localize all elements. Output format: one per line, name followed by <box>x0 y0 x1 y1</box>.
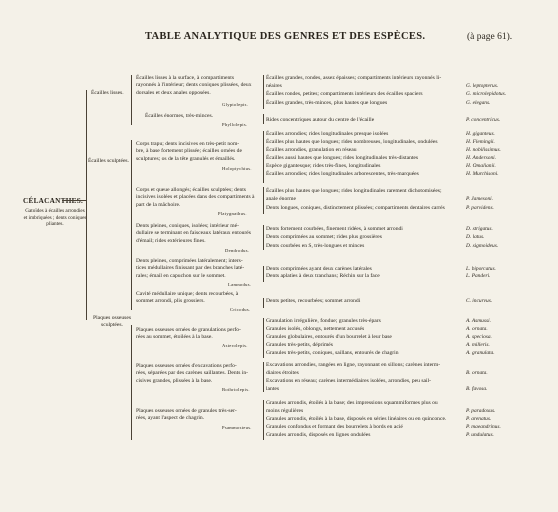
species-row-text: Granules arrondis, étoilés à la base, disposés en séries linéaires ou en quinconce. <box>266 416 447 422</box>
species-row-text: Écailles rondes, petites; compartiments intérieurs des écailles spaciers <box>266 91 423 97</box>
genus-bothriolepis-desc: Plaques osseuses ornées d'excavations perfo- rées, séparées par des carènes saillantes. Dents in- cisives grandes, plissées à la base. <box>136 363 248 384</box>
species-name: G. leptopterus. <box>466 83 499 89</box>
species-row-text: Granules globulaires, entourés d'un bourrelet à leur base <box>266 334 392 340</box>
species-name: P. maeandrinus. <box>466 424 501 430</box>
species-row-text: Écailles arrondies; rides longitudinales arborescentes, très-marquées <box>266 171 419 177</box>
species-name: D. sigmoideus. <box>466 243 499 249</box>
species-name: P. Jamesoni. <box>466 196 493 202</box>
section-ecailles-sculptees: Écailles sculptées. <box>88 158 130 164</box>
section-brace-sculptees <box>131 140 132 310</box>
species-row-text: néaires <box>266 83 282 89</box>
genus-dendrodus-name: Dendrodus. <box>225 248 250 253</box>
species-row-text: Écailles arrondies; rides longitudinales presque isolées <box>266 131 389 137</box>
species-row-text: Excavations en réseau; carènes intermédiaires isolées, arrondies, peu sail- <box>266 378 431 384</box>
species-name: B. ornata. <box>466 370 488 376</box>
species-name: P. arenatus. <box>466 416 492 422</box>
species-row-text: Dents courbées en S, très-longues et minces <box>266 243 365 249</box>
species-name: D. latus. <box>466 234 485 240</box>
species-name: H. Andersoni. <box>466 155 496 161</box>
species-name: H. Murchisoni. <box>466 171 499 177</box>
species-name: A. milleris. <box>466 342 490 348</box>
species-row-text: Excavations arrondies, rangées en ligne, rayonnant en sillons; carènes interm- <box>266 362 441 368</box>
genus-asterolepis-desc: Plaques osseuses ornées de granulations perfo- rées au sommet, étoilées à la base. <box>136 327 241 341</box>
species-row-text: lantes <box>266 386 280 392</box>
section-brace-lisses <box>131 75 132 125</box>
species-row-text: Dents aplaties à deux tranchans; Réchin sur la face <box>266 273 380 279</box>
species-row-text: Espèce gigantesque; rides très-fines, longitudinales <box>266 163 381 169</box>
species-row-text: Dents comprimées ayant deux carènes latérales <box>266 266 372 272</box>
genus-brace <box>263 362 264 392</box>
species-row-text: Écailles plus hautes que longues; rides nombreuses, longitudinales, ondulées <box>266 139 438 145</box>
genus-platygnathus-name: Platygnathus. <box>218 211 247 216</box>
species-name: C. incurvus. <box>466 298 493 304</box>
family-connector <box>62 200 86 201</box>
genus-holoptychius-name: Holoptychius. <box>222 166 252 171</box>
species-row-text: Écailles aussi hautes que longues; rides longitudinales très-distantes <box>266 155 419 161</box>
genus-platygnathus-desc: Corps et queue allongés; écailles sculptées; dents incisives isolées et placées dans des compartiments à part de la mâchoire. <box>136 187 255 208</box>
species-name: L. biporcatus. <box>466 266 496 272</box>
species-row-text: Écailles grandes, très-minces, plus hautes que longues <box>266 100 388 106</box>
genus-lamnodus-name: Lamnodus. <box>228 282 252 287</box>
species-name: L. Panderi. <box>466 273 491 279</box>
species-row-text: Granules très-petits, coniques, saillans, entourés de chagrin <box>266 350 399 356</box>
species-row-text: Granules isolés, oblongs, nettement accusés <box>266 326 365 332</box>
species-row-text: Dents fortement courbées, finement ridées, à sommet arrondi <box>266 226 403 232</box>
species-name: G. elegans. <box>466 100 491 106</box>
species-name: P. parvidens. <box>466 205 494 211</box>
genus-psammosteus-name: Psammosteus. <box>222 425 252 430</box>
genus-phyllolepis-desc: Écailles énormes, très-minces. <box>145 113 214 119</box>
species-row-text: Écailles plus hautes que longues; rides longitudinales rarement dichotomisées; <box>266 188 442 194</box>
genus-brace <box>263 131 264 183</box>
species-row-text: Dents comprimées au sommet; rides plus grossières <box>266 234 382 240</box>
section-brace-plaques <box>131 325 132 440</box>
family-brace <box>86 90 87 320</box>
family-name: CÉLACANTHES. <box>23 197 84 205</box>
genus-bothriolepis-name: Bothriolepis. <box>222 387 250 392</box>
species-name: A. Asmussi. <box>466 318 491 324</box>
species-row-text: Granules très-petits, déprimés <box>266 342 333 348</box>
species-name: D. strigatus. <box>466 226 493 232</box>
species-row-text: Granules arrondis, disposés en lignes ondulées <box>266 432 371 438</box>
page-title: TABLE ANALYTIQUE DES GENRES ET DES ESPÈCES. <box>145 31 426 42</box>
species-name: B. favosa. <box>466 386 488 392</box>
species-name: A. granulata. <box>466 350 495 356</box>
family-description: Gatoïdes à écailles arrondies et imbriquées ; dents coniques pliantes. <box>23 208 87 228</box>
species-row-text: Granulation irrégulière, fondue; granules très-épars <box>266 318 381 324</box>
section-plaques-osseuses: Plaques osseuses sculptées. <box>92 315 132 329</box>
genus-phyllolepis-name: Phyllolepis. <box>222 122 248 127</box>
genus-brace <box>263 298 264 308</box>
species-row-text: Rides concentriques autour du centre de l'écaille <box>266 117 375 123</box>
genus-glyptolepis-desc: Écailles lisses à la surface, à compartiments rayonnés à l'intérieur; dents coniques plissées, deux dorsales et deux anales opposées. <box>136 75 252 96</box>
genus-lamnodus-desc: Dents pleines, comprimées latéralement; inters- tices médullaires finissant par des branches laté- rales; émail en capuchon sur le sommet. <box>136 258 245 279</box>
genus-brace <box>263 400 264 440</box>
genus-cricodus-name: Cricodus. <box>230 307 251 312</box>
genus-brace <box>263 266 264 282</box>
species-name: H. Omalianii. <box>466 163 496 169</box>
species-row-text: Dents petites, recourbées; sommet arrondi <box>266 298 361 304</box>
genus-brace <box>263 114 264 124</box>
genus-brace <box>263 75 264 109</box>
species-row-text: moins régulières <box>266 408 304 414</box>
genus-psammosteus-desc: Plaques osseuses ornées de granules très-ser- rées, ayant l'aspect de chagrin. <box>136 408 237 422</box>
species-row-text: anale énorme <box>266 196 296 202</box>
species-name: H. nobilissimus. <box>466 147 501 153</box>
genus-brace <box>263 187 264 214</box>
species-row-text: Granules confondus et formant des bourrelets à bords en acié <box>266 424 403 430</box>
genus-cricodus-desc: Cavité médullaire unique; dents recourbées, à sommet arrondi, plis grossiers. <box>136 291 239 305</box>
genus-holoptychius-desc: Corps trapu; dents incisives en très-petit nom- bre, à base fortement plissée; écailles ornées de sculptures; os de la tête granulés et émaillés. <box>136 141 242 162</box>
genus-asterolepis-name: Asterolepis. <box>222 343 248 348</box>
species-row-text: Dents longues, coniques, distinctement plissées; compartiments dentaires carrés <box>266 205 445 211</box>
species-row-text: Écailles grandes, rondes, assez épaisses; compartiments intérieurs rayonnés li- <box>266 75 442 81</box>
species-name: P. concentricus. <box>466 117 501 123</box>
species-row-text: Granules arrondis, étoilés à la base; des impressions squammiformes plus ou <box>266 400 438 406</box>
species-name: P. undulatus. <box>466 432 494 438</box>
section-ecailles-lisses: Écailles lisses. <box>91 90 124 96</box>
species-row-text: Écailles arrondies, granulation en réseau <box>266 147 357 153</box>
species-name: G. microlepidotus. <box>466 91 507 97</box>
species-name: A. speciosa. <box>466 334 492 340</box>
species-name: H. giganteus. <box>466 131 495 137</box>
species-name: H. Flemingii. <box>466 139 495 145</box>
species-name: A. ornata. <box>466 326 488 332</box>
species-row-text: diaires étroites <box>266 370 299 376</box>
genus-dendrodus-desc: Dents pleines, coniques, isolées; intérieur mé- dullaire se terminant en faisceaux latéraux entourés d'émail; rides extérieures fines. <box>136 223 251 244</box>
page-reference: (à page 61). <box>467 32 513 42</box>
genus-brace <box>263 225 264 250</box>
genus-glyptolepis-name: Glyptolepis. <box>222 102 249 107</box>
genus-brace <box>263 318 264 358</box>
species-name: P. paradoxus. <box>466 408 496 414</box>
